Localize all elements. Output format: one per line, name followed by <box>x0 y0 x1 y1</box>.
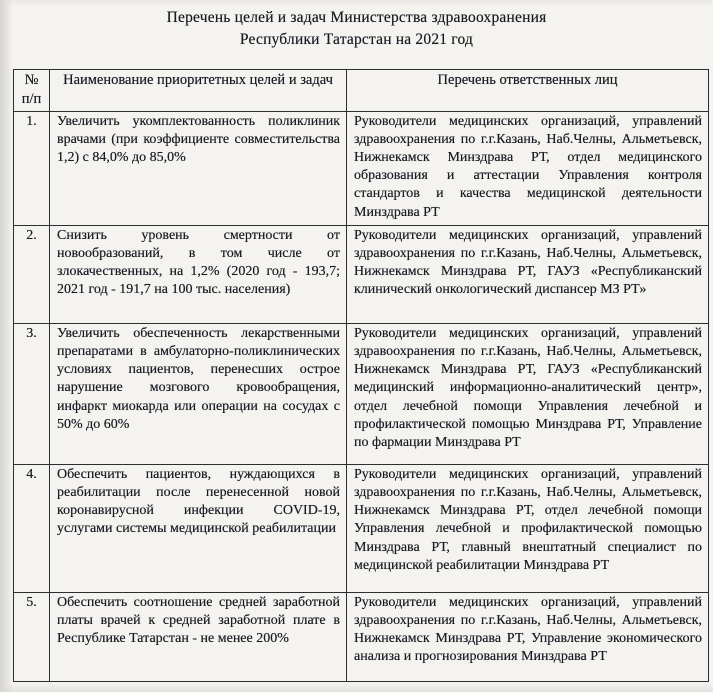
goal-cell: Увеличить обеспеченность лекарственными препаратами в амбулаторно-поликлинических условиях пациентов, перенесших острое нарушение мозгового кровообращения, инфаркт миокарда или операции на сосудах с 50% до 60% <box>50 323 347 464</box>
table-body <box>14 111 709 681</box>
row-number-cell: 3. <box>14 323 50 464</box>
document-title <box>0 7 713 52</box>
row-number-cell: 4. <box>14 464 50 592</box>
table-row <box>14 323 709 464</box>
goal-cell: Снизить уровень смертности от новообразований, в том числе от злокачественных, на 1,2% (2020 год - 193,7; 2021 год - 191,7 на 100 тыс. населения) <box>50 225 347 323</box>
table-row <box>14 111 709 225</box>
goal-cell: Обеспечить соотношение средней заработной платы врачей к средней заработной плате в Республике Татарстан - не менее 200% <box>50 592 347 681</box>
table-row <box>14 225 709 323</box>
title-line-1: Перечень целей и задач Министерства здравоохранения <box>166 9 547 26</box>
goal-cell: Увеличить укомплектованность поликлиник врачами (при коэффициенте совместительства 1,2) с 84,0% до 85,0% <box>50 111 347 225</box>
row-number-cell: 2. <box>14 225 50 323</box>
header-row-number: № п/п <box>14 70 50 112</box>
goal-cell: Обеспечить пациентов, нуждающихся в реабилитации после перенесенной новой коронавирусной инфекции COVID-19, услугами системы медицинской реабилитации <box>50 464 347 592</box>
table-header-row <box>14 70 709 112</box>
table-row <box>14 592 709 681</box>
header-responsible-persons: Перечень ответственных лиц <box>347 70 709 112</box>
responsible-cell: Руководители медицинских организаций, управлений здравоохранения по г.г.Казань, Наб.Челны, Альметьевск, Нижнекамск Минздрава РТ, ГАУЗ «Республиканский медицинский информационно-аналитический центр», отдел лечебной помощи Управления лечебной и профилактической помощью Минздрава РТ, Управление по фармации Минздрава РТ <box>347 323 709 464</box>
responsible-cell: Руководители медицинских организаций, управлений здравоохранения по г.г.Казань, Наб.Челны, Альметьевск, Нижнекамск Минздрава РТ, ГАУЗ «Республиканский клинический онкологический диспансер МЗ РТ» <box>347 225 709 323</box>
responsible-cell: Руководители медицинских организаций, управлений здравоохранения по г.г.Казань, Наб.Челны, Альметьевск, Нижнекамск Минздрава РТ, Управление экономического анализа и прогнозирования Минздрава РТ <box>347 592 709 681</box>
responsible-cell: Руководители медицинских организаций, управлений здравоохранения по г.г.Казань, Наб.Челны, Альметьевск, Нижнекамск Минздрава РТ, отдел лечебной помощи Управления лечебной и профилактической помощью Минздрава РТ, главный внештатный специалист по медицинской реабилитации Минздрава РТ <box>347 464 709 592</box>
goals-table <box>13 69 709 682</box>
title-line-2: Республики Татарстан на 2021 год <box>239 31 474 49</box>
row-number-cell: 1. <box>14 111 50 225</box>
table-row <box>14 464 709 592</box>
responsible-cell: Руководители медицинских организаций, управлений здравоохранения по г.г.Казань, Наб.Челны, Альметьевск, Нижнекамск Минздрава РТ, отдел медицинского образования и аттестации Управления контроля стандартов и качества медицинской деятельности Минздрава РТ <box>347 111 709 225</box>
header-goal-name: Наименование приоритетных целей и задач <box>50 70 347 112</box>
row-number-cell: 5. <box>14 592 50 681</box>
